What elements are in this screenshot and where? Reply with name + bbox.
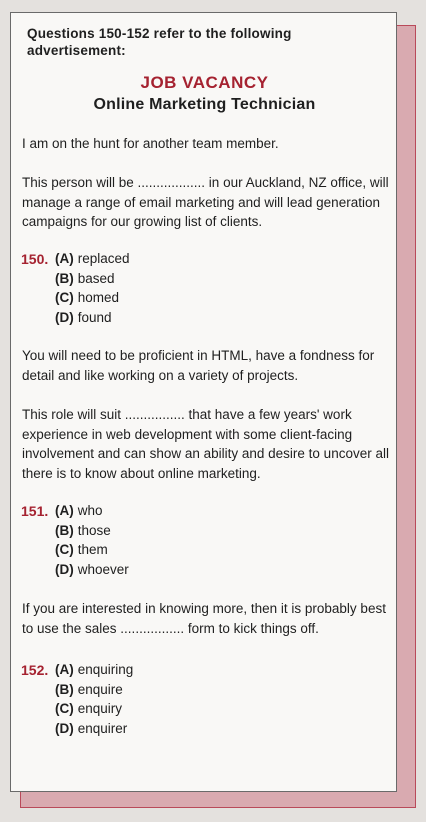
option-letter: (D)	[55, 720, 74, 736]
questions-header: Questions 150-152 refer to the following advertisement:	[27, 26, 292, 58]
option-text: found	[77, 309, 112, 325]
option-letter: (C)	[55, 542, 74, 558]
option-151-c[interactable]	[55, 540, 129, 560]
option-text: them	[77, 542, 108, 558]
question-number-151: 151.	[21, 503, 49, 519]
option-text: who	[77, 503, 103, 518]
option-letter: (A)	[55, 251, 74, 266]
option-text: whoever	[77, 561, 129, 577]
option-150-c[interactable]	[55, 288, 130, 308]
option-text: enquiry	[77, 701, 123, 717]
option-text: enquiring	[77, 662, 134, 677]
option-text: based	[77, 270, 115, 286]
option-150-b[interactable]	[55, 269, 130, 289]
option-text: enquire	[77, 681, 123, 697]
option-152-b[interactable]	[55, 680, 133, 700]
option-letter: (C)	[55, 701, 74, 717]
option-152-c[interactable]	[55, 699, 133, 719]
option-letter: (D)	[55, 309, 74, 325]
ad-paragraph-5: If you are interested in knowing more, then it is probably best to use the sales ................. form to kick things off.	[22, 601, 386, 636]
job-title: JOB VACANCY	[140, 73, 269, 92]
ad-paragraph-1: I am on the hunt for another team member.	[22, 136, 279, 151]
option-151-b[interactable]	[55, 521, 129, 541]
option-151-d[interactable]	[55, 560, 129, 580]
option-150-d[interactable]	[55, 308, 130, 328]
question-number-150: 150.	[21, 251, 49, 267]
option-150-a[interactable]	[55, 249, 130, 269]
job-subtitle: Online Marketing Technician	[93, 96, 316, 113]
option-letter: (D)	[55, 561, 74, 577]
option-letter: (B)	[55, 681, 74, 697]
ad-paragraph-4: This role will suit ................ that have a few years' work experience in web development with some client-facing involvement and can show an ability and desire to uncover all there is to know about online marketing.	[22, 407, 389, 481]
option-letter: (A)	[55, 662, 74, 677]
ad-paragraph-3: You will need to be proficient in HTML, have a fondness for detail and like working on a variety of projects.	[22, 348, 375, 383]
option-text: enquirer	[77, 720, 128, 736]
question-number-152: 152.	[21, 662, 49, 678]
option-text: homed	[77, 290, 120, 306]
advertisement-card	[10, 12, 397, 792]
option-151-a[interactable]	[55, 501, 129, 521]
option-text: those	[77, 522, 111, 538]
ad-paragraph-2: This person will be .................. in our Auckland, NZ office, will manage a range of email marketing and will lead generation campaigns for our growing list of clients.	[22, 175, 389, 230]
option-letter: (B)	[55, 270, 74, 286]
option-letter: (A)	[55, 503, 74, 518]
option-letter: (C)	[55, 290, 74, 306]
option-text: replaced	[77, 251, 130, 266]
option-letter: (B)	[55, 522, 74, 538]
question-150-options	[55, 249, 130, 327]
question-152-options	[55, 660, 133, 738]
option-152-a[interactable]	[55, 660, 133, 680]
option-152-d[interactable]	[55, 719, 133, 739]
question-151-options	[55, 501, 129, 579]
